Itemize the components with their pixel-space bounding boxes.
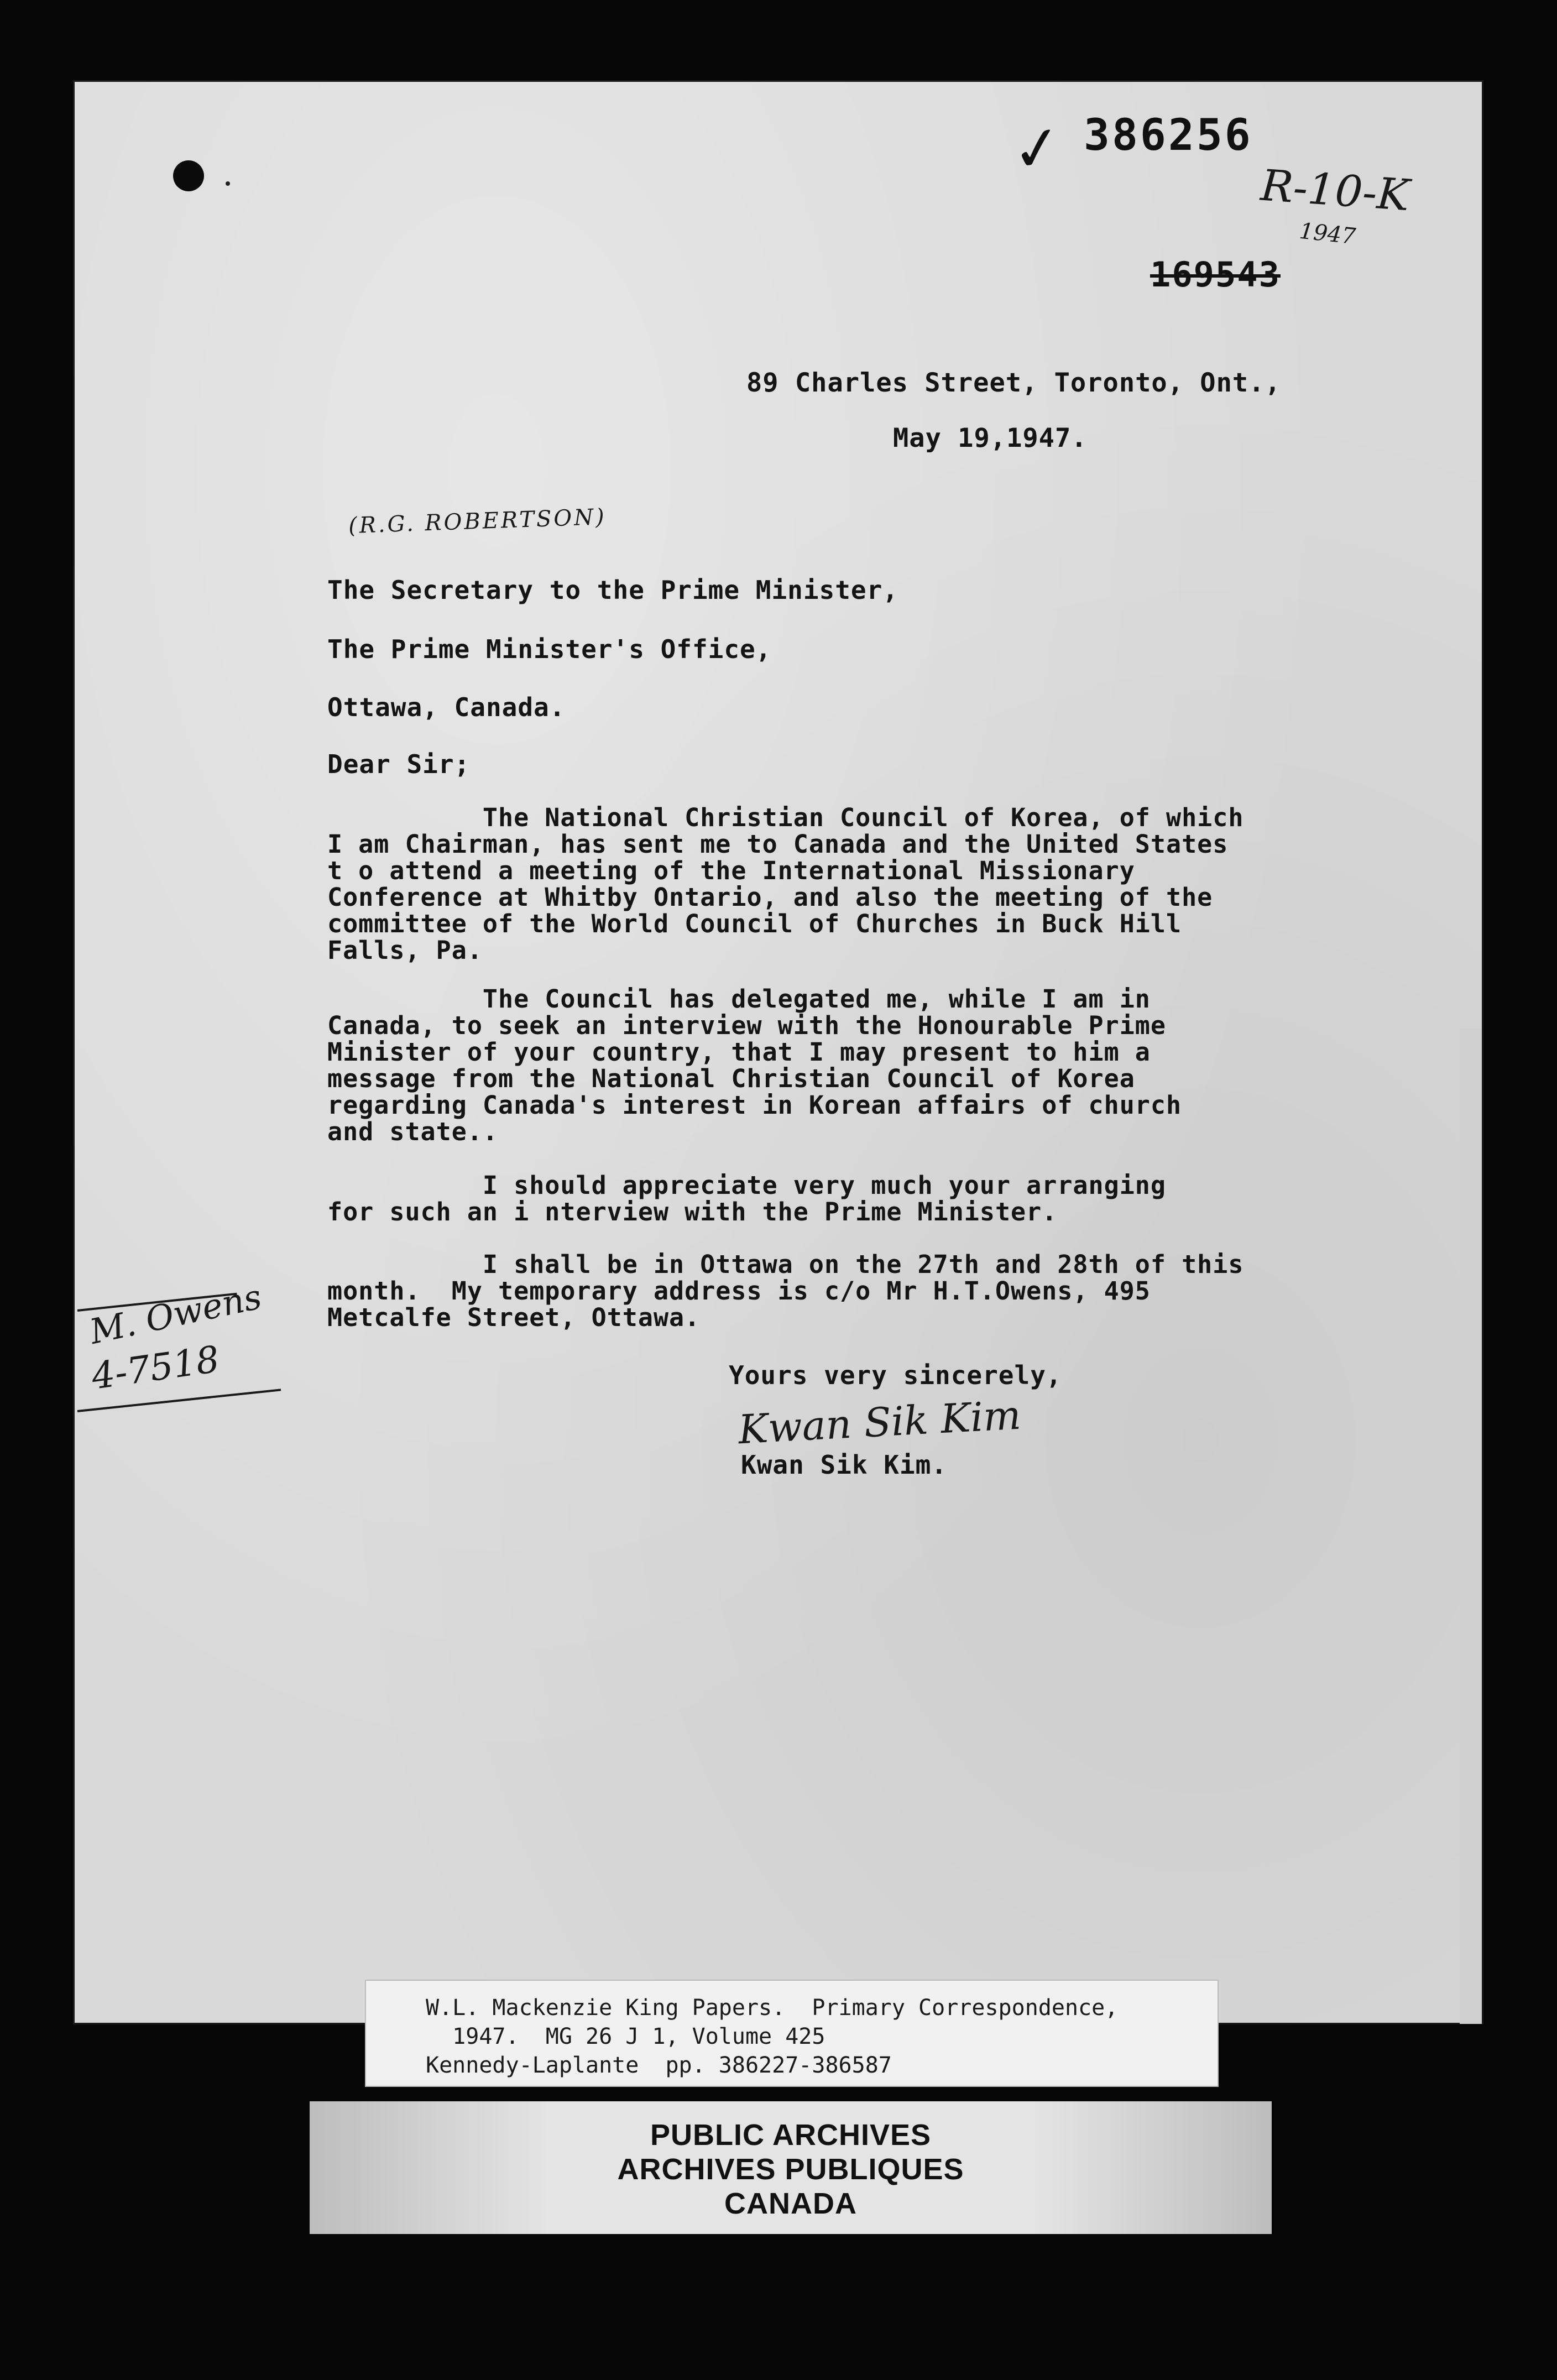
punch-dot-icon [226, 181, 230, 186]
archive-reference-label [365, 1980, 1219, 2087]
typed-signatory-name: Kwan Sik Kim. [741, 1450, 948, 1480]
letter-date: May 19,1947. [893, 423, 1088, 453]
recipient-line-2: The Prime Minister's Office, [327, 634, 772, 664]
recipient-line-3: Ottawa, Canada. [327, 692, 566, 722]
punch-hole-icon [173, 160, 204, 191]
signature: Kwan Sik Kim [737, 1391, 1022, 1453]
document-number: 386256 [1084, 111, 1253, 160]
check-mark-icon: ✓ [1007, 110, 1068, 187]
archive-reference-line-1: W.L. Mackenzie King Papers. Primary Correspondence, [426, 1995, 1119, 2021]
struck-out-number: 169543 [1150, 254, 1281, 295]
public-archives-label [310, 2101, 1272, 2234]
paper-edge [1460, 1029, 1482, 2024]
closing: Yours very sincerely, [729, 1360, 1062, 1390]
archive-stamp-line-2: ARCHIVES PUBLIQUES [617, 2153, 964, 2186]
margin-handwritten-note [83, 1276, 293, 1429]
paragraph-1: The National Christian Council of Korea, of which I am Chairman, has sent me to Canada and the United States t o attend a meeting of the International Missionary Conference at Whitby Ontario, and also the meeting of the committee of the World Council of Churches in Buck Hill Falls, Pa. [327, 803, 1244, 965]
sender-address: 89 Charles Street, Toronto, Ont., [746, 368, 1281, 398]
archive-stamp-line-1: PUBLIC ARCHIVES [650, 2118, 932, 2152]
archive-stamp-line-3: CANADA [724, 2187, 857, 2220]
paragraph-3: I should appreciate very much your arranging for such an i nterview with the Prime Minister. [327, 1171, 1166, 1226]
file-reference-note: R-10-K [1259, 160, 1411, 221]
paragraph-4: I shall be in Ottawa on the 27th and 28th of this month. My temporary address is c/o Mr H.T.Owens, 495 Metcalfe Street, Ottawa. [327, 1250, 1244, 1332]
margin-note-number: 4-7518 [88, 1338, 222, 1398]
addressee-handwritten-note: (R.G. ROBERTSON) [348, 504, 607, 539]
archive-reference-line-2: 1947. MG 26 J 1, Volume 425 [426, 2024, 825, 2049]
archive-reference-line-3: Kennedy-Laplante pp. 386227-386587 [426, 2053, 892, 2078]
recipient-line-1: The Secretary to the Prime Minister, [327, 575, 898, 605]
file-year-note: 1947 [1298, 218, 1357, 250]
salutation: Dear Sir; [327, 749, 471, 779]
margin-note-name: M. Owens [86, 1276, 265, 1352]
paragraph-2: The Council has delegated me, while I am in Canada, to seek an interview with the Honourable Prime Minister of your country, that I may present to him a message from the National Christian Council of Korea regarding Canada's interest in Korean affairs of church and state.. [327, 984, 1182, 1146]
